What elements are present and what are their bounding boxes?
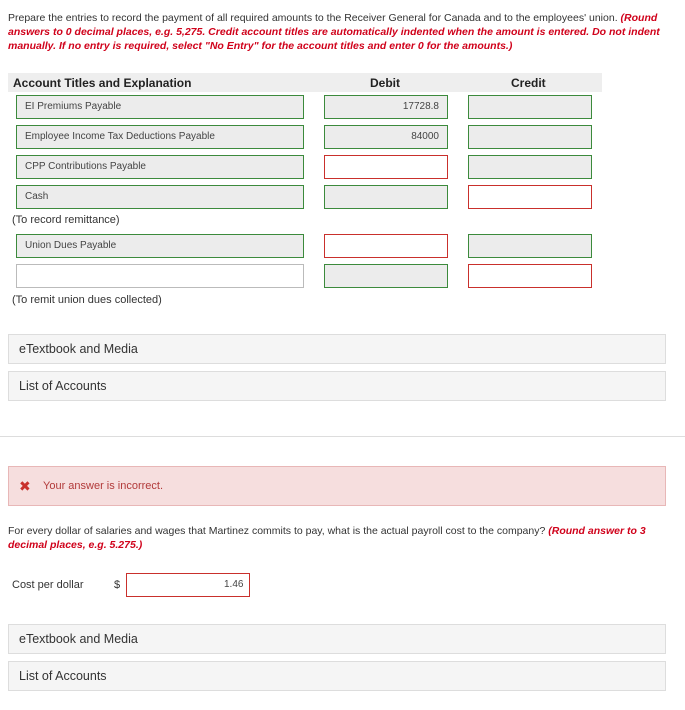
- instructions-text: Prepare the entries to record the payment of all required amounts to the Receiver General for Canada and to the employees' union.: [8, 12, 618, 24]
- instructions: [8, 11, 676, 53]
- header-credit: Credit: [511, 76, 546, 90]
- incorrect-icon: ✖: [19, 478, 31, 494]
- currency-symbol: $: [114, 579, 121, 591]
- account-select-4[interactable]: Cash: [16, 185, 304, 209]
- account-select-1[interactable]: EI Premiums Payable: [16, 95, 304, 119]
- cost-input[interactable]: 1.46: [126, 573, 250, 597]
- question-2: [8, 524, 668, 552]
- debit-input-2[interactable]: 84000: [324, 125, 448, 149]
- account-select-5[interactable]: Union Dues Payable: [16, 234, 304, 258]
- section-divider: [0, 436, 685, 437]
- question-2-emphasis: (Round answer to 3 decimal places, e.g. 5.275.): [8, 525, 646, 551]
- credit-input-1[interactable]: [468, 95, 592, 119]
- debit-input-6[interactable]: [324, 264, 448, 288]
- note-remittance: (To record remittance): [12, 214, 120, 226]
- debit-input-3[interactable]: [324, 155, 448, 179]
- cost-label: Cost per dollar: [12, 579, 84, 591]
- header-debit: Debit: [370, 76, 400, 90]
- credit-input-4[interactable]: [468, 185, 592, 209]
- instructions-emphasis: (Round answers to 0 decimal places, e.g. 5,275. Credit account titles are automatically indented when the amount is entered. Do not indent manually. If no entry is required, select "No Entry" for the account titles and enter 0 for the amounts.): [8, 12, 660, 52]
- question-2-text: For every dollar of salaries and wages that Martinez commits to pay, what is the actual payroll cost to the company?: [8, 525, 546, 537]
- credit-input-5[interactable]: [468, 234, 592, 258]
- note-union: (To remit union dues collected): [12, 294, 162, 306]
- debit-input-4[interactable]: [324, 185, 448, 209]
- list-accounts-panel-1[interactable]: List of Accounts: [8, 371, 666, 401]
- account-select-6[interactable]: [16, 264, 304, 288]
- credit-input-6[interactable]: [468, 264, 592, 288]
- feedback-text: Your answer is incorrect.: [43, 480, 164, 492]
- list-accounts-panel-2[interactable]: List of Accounts: [8, 661, 666, 691]
- debit-input-5[interactable]: [324, 234, 448, 258]
- account-select-3[interactable]: CPP Contributions Payable: [16, 155, 304, 179]
- etextbook-panel-2[interactable]: eTextbook and Media: [8, 624, 666, 654]
- debit-input-1[interactable]: 17728.8: [324, 95, 448, 119]
- header-account: Account Titles and Explanation: [13, 76, 192, 90]
- account-select-2[interactable]: Employee Income Tax Deductions Payable: [16, 125, 304, 149]
- credit-input-2[interactable]: [468, 125, 592, 149]
- credit-input-3[interactable]: [468, 155, 592, 179]
- etextbook-panel-1[interactable]: eTextbook and Media: [8, 334, 666, 364]
